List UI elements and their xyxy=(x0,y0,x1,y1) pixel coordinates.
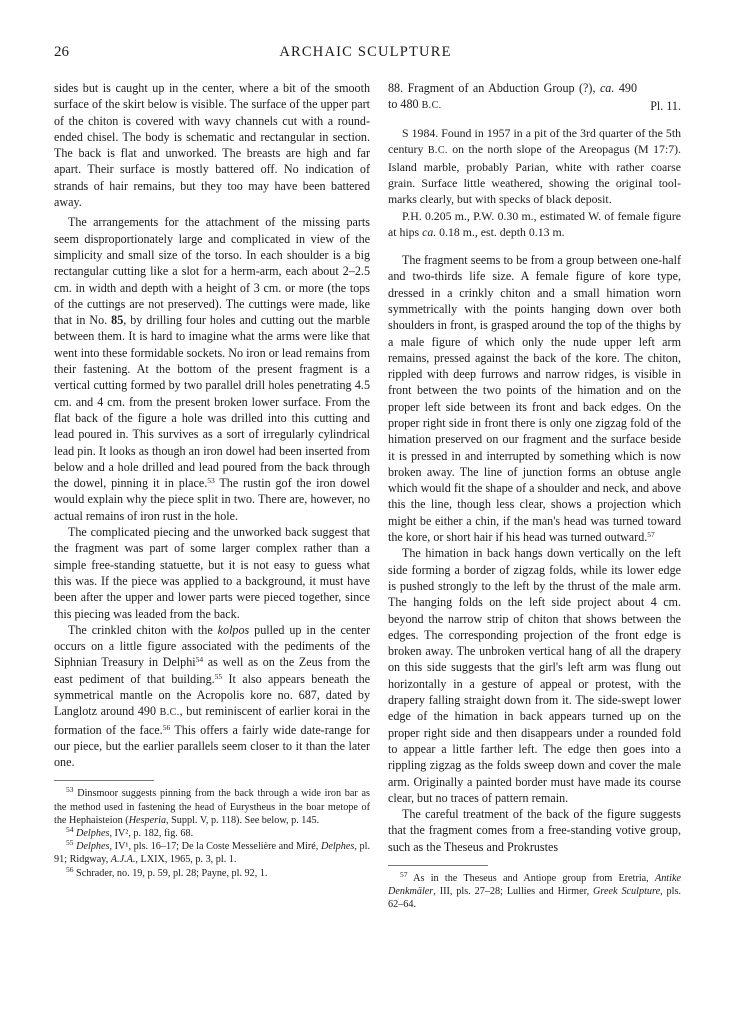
footnote-marker[interactable]: 55 xyxy=(214,671,223,681)
text-span: sides but is caught up in the center, where a bit of the smooth surface of the skirt below is visible. The surface of the upper part of the chiton is covered with wavy channels cut with a round-ended chisel. The body is schematic and rectangular in section. The back is flat and unworked. The breasts are high and far apart. Their surface is mostly battered off. No indication of strands of hair remains, but they too may have been battered away. xyxy=(54,81,370,210)
small-caps: B.C. xyxy=(427,144,448,156)
text-span: The himation in back hangs down vertically on the left side forming a border of zigzag folds, while its lower edge is pushed strongly to the left by the thrust of the male arm. The hanging folds on the left side project about 4 cm. beyond the narrow strip of chiton that shows between the edges. The corresponding projection of the front edge is broken away. The unbroken vertical hang of all the drapery on this side suggests that the girl's left arm was flung out horizontally in a gesture of appeal or protest, with the drapery falling straight down from it. The side-swept lower edge of the himation in back appears turned up on the proper right side and then disappears under a rounded fold to appear a little farther left. The edge then goes into a rippling zigzag as the folds sweep down and cover the male arm. Originally a painted border must have made its course clear, but no traces of pattern remain. xyxy=(388,546,681,805)
footnote-divider xyxy=(388,865,488,866)
italic-term: ca. xyxy=(422,224,437,239)
text-span: S 1984. Found in 1957 in a pit of the 3rd quarter of the 5th century xyxy=(388,125,681,156)
paragraph xyxy=(388,806,681,855)
right-column xyxy=(388,80,681,912)
italic-term: Antike Denkmäler xyxy=(388,873,681,898)
text-span: , III, pls. 27–28; Lullies and Hirmer, xyxy=(433,886,594,898)
text-span: 88. Fragment of an Abduction Group (?), xyxy=(388,81,600,95)
text-span: Schrader, no. 19, p. 59, pl. 28; Payne, pl. 92, 1. xyxy=(73,867,268,879)
footnote-marker[interactable]: 57 xyxy=(647,530,655,540)
paragraph xyxy=(54,80,370,210)
text-span: The crinkled chiton with the xyxy=(68,622,218,637)
text-span: The complicated piecing and the unworked back suggest that the fragment was part of some larger complex rather than a simple free-standing statuette, but it is not easy to guess what this was. If the piece was applied to a background, it must have been after the upper and lower parts were pieced together, since this piecing was leaded from the back. xyxy=(54,525,370,621)
footnote-marker[interactable]: 53 xyxy=(207,476,215,486)
text-span: As in the Theseus and Antiope group from Eretria, xyxy=(407,873,655,884)
italic-term: Delphes xyxy=(320,841,355,853)
footnote-56 xyxy=(54,864,370,880)
footnote-divider xyxy=(54,780,154,781)
text-span: , pl. 91; Ridgway, xyxy=(54,841,370,866)
small-caps: B.C. xyxy=(421,100,442,112)
italic-term: ca. xyxy=(599,81,615,95)
plate-reference[interactable]: Pl. 11. xyxy=(650,99,681,114)
italic-term: Delphes xyxy=(76,841,110,853)
catalog-entry-description xyxy=(388,125,681,208)
text-span: It also appears beneath the symmetrical mantle on the Acropolis kore no. 687, dated by Langlotz around 490 xyxy=(54,671,370,719)
catalog-entry-dimensions xyxy=(388,208,681,240)
footnote-marker[interactable]: 54 xyxy=(195,655,204,665)
italic-term: kolpos xyxy=(217,622,250,637)
footnote-55 xyxy=(54,840,370,866)
text-span: 490 to 480 xyxy=(388,81,637,112)
text-span: , Suppl. V, p. 118). See below, p. 145. xyxy=(166,814,320,826)
paragraph xyxy=(54,214,370,524)
footnote-number: 54 xyxy=(66,825,74,835)
text-span: 0.18 m., est. depth 0.13 m. xyxy=(436,224,565,239)
footnote-marker[interactable]: 56 xyxy=(162,722,171,732)
small-caps: B.C. xyxy=(159,707,180,719)
text-span: This offers a fairly wide date-range for our piece, but the earlier parallels seem closer to it than the later one. xyxy=(54,722,371,770)
paragraph xyxy=(54,524,370,622)
left-column xyxy=(54,80,370,880)
page-header xyxy=(54,44,677,66)
paragraph xyxy=(54,622,370,771)
footnote-number: 53 xyxy=(66,785,74,795)
text-span: on the north slope of the Areopagus (M 17:7). Island marble, probably Parian, white with rather coarse grain. Surface little weathered, showing the original tool-marks clearly, but with specks of black deposit. xyxy=(388,141,681,207)
italic-term: A.J.A. xyxy=(110,854,136,866)
text-span: , by drilling four holes and cutting out the marble between them. It is hard to imagine what the arms were like that went into these formidable sockets. No iron or lead remains from their fastening. At the bottom of the present fragment is a vertical cutting formed by two parallel drill holes penetrating 4.5 cm. and 4 cm. from the present broken lower surface. From the flat back of the figure a hole was drilled into this cutting and lead poured in. This survives as a sort of irregularly cylindrical lead pin. It looks as though an iron dowel had been inserted from below and a hole drilled and lead poured from the back through the dowel, pinning it in place. xyxy=(54,313,370,491)
italic-term: Delphes xyxy=(76,828,110,840)
italic-term: Greek Sculpture xyxy=(593,886,661,898)
text-span: , pls. 62–64. xyxy=(388,886,681,911)
text-span: , LXIX, 1965, p. 3, pl. 1. xyxy=(135,854,237,866)
text-span: The fragment seems to be from a group between one-half and two-thirds life size. A female figure of kore type, dressed in a crinkly chiton and a small himation worn symmetrically with the points hanging down over both shoulders in front, is grasped around the top of the thighs by a male figure of which only the nude upper left arm remains, pressed against the back of the kore. The chiton, rippled with deep furrows and narrow ridges, is visible in front between the two points of the himation and on the proper left side between its front and back edges. On the proper right side in front there is only one zigzag fold of the himation preserved on our fragment and the surface beside it is pressed in and interrupted by something which is now broken away. The line of junction forms an obtuse angle which would fit the shape of a shoulder and neck, and above this the line, though less clear, shows a projection which might be either a chin, if the man's head was turned toward the kore, or short hair if his head was turned outward. xyxy=(388,253,681,545)
text-span: The rustin gof the iron dowel would explain why the piece split in two. There are, however, no actual remains of iron rust in the hole. xyxy=(54,476,370,523)
text-span: pulled up in the center occurs on a little figure associated with the pediments of the Siphnian Treasury in Delphi xyxy=(54,622,370,670)
catalog-entry-title xyxy=(388,80,681,115)
text-span: , IV¹, pls. 16–17; De la Coste Messelière and Miré, xyxy=(109,841,321,853)
italic-term: Hesperia xyxy=(128,814,167,826)
paragraph xyxy=(388,252,681,545)
footnote-number: 57 xyxy=(400,870,408,879)
paragraph xyxy=(388,545,681,806)
text-span: Dinsmoor suggests pinning from the back through a wide iron bar as the method used in fastening the head of Eurystheus in the boar metope of the Hephaisteion ( xyxy=(54,788,370,826)
footnote-54 xyxy=(54,827,370,840)
text-span: , IV², p. 182, fig. 68. xyxy=(109,828,194,840)
footnote-53 xyxy=(54,787,370,827)
running-head: ARCHAIC SCULPTURE xyxy=(279,44,452,60)
page-number: 26 xyxy=(54,44,69,60)
text-span: P.H. 0.205 m., P.W. 0.30 m., estimated W. of female figure at hips xyxy=(388,208,681,239)
text-span: The arrangements for the attachment of the missing parts seem disproportionately large and complicated in view of the simplicity and small size of the torso. In each shoulder is a big rectangular cutting like a slot for a herm-arm, each about 2–2.5 cm. in width and depth with a height of 3 cm. or more (the tops of the cuttings are not preserved). The cuttings were made, like that in No. xyxy=(54,215,370,328)
footnote-number: 55 xyxy=(66,838,74,848)
catalog-ref: 85 xyxy=(111,313,124,328)
footnote-number: 56 xyxy=(66,864,74,874)
text-span: The careful treatment of the back of the figure suggests that the fragment comes from a free-standing votive group, such as the Theseus and Prokrustes xyxy=(388,807,681,854)
text-span: as well as on the Zeus from the east pediment of that building. xyxy=(54,655,370,686)
footnote-57 xyxy=(388,872,681,912)
text-span: , but reminiscent of earlier korai in the formation of the face. xyxy=(54,704,371,737)
